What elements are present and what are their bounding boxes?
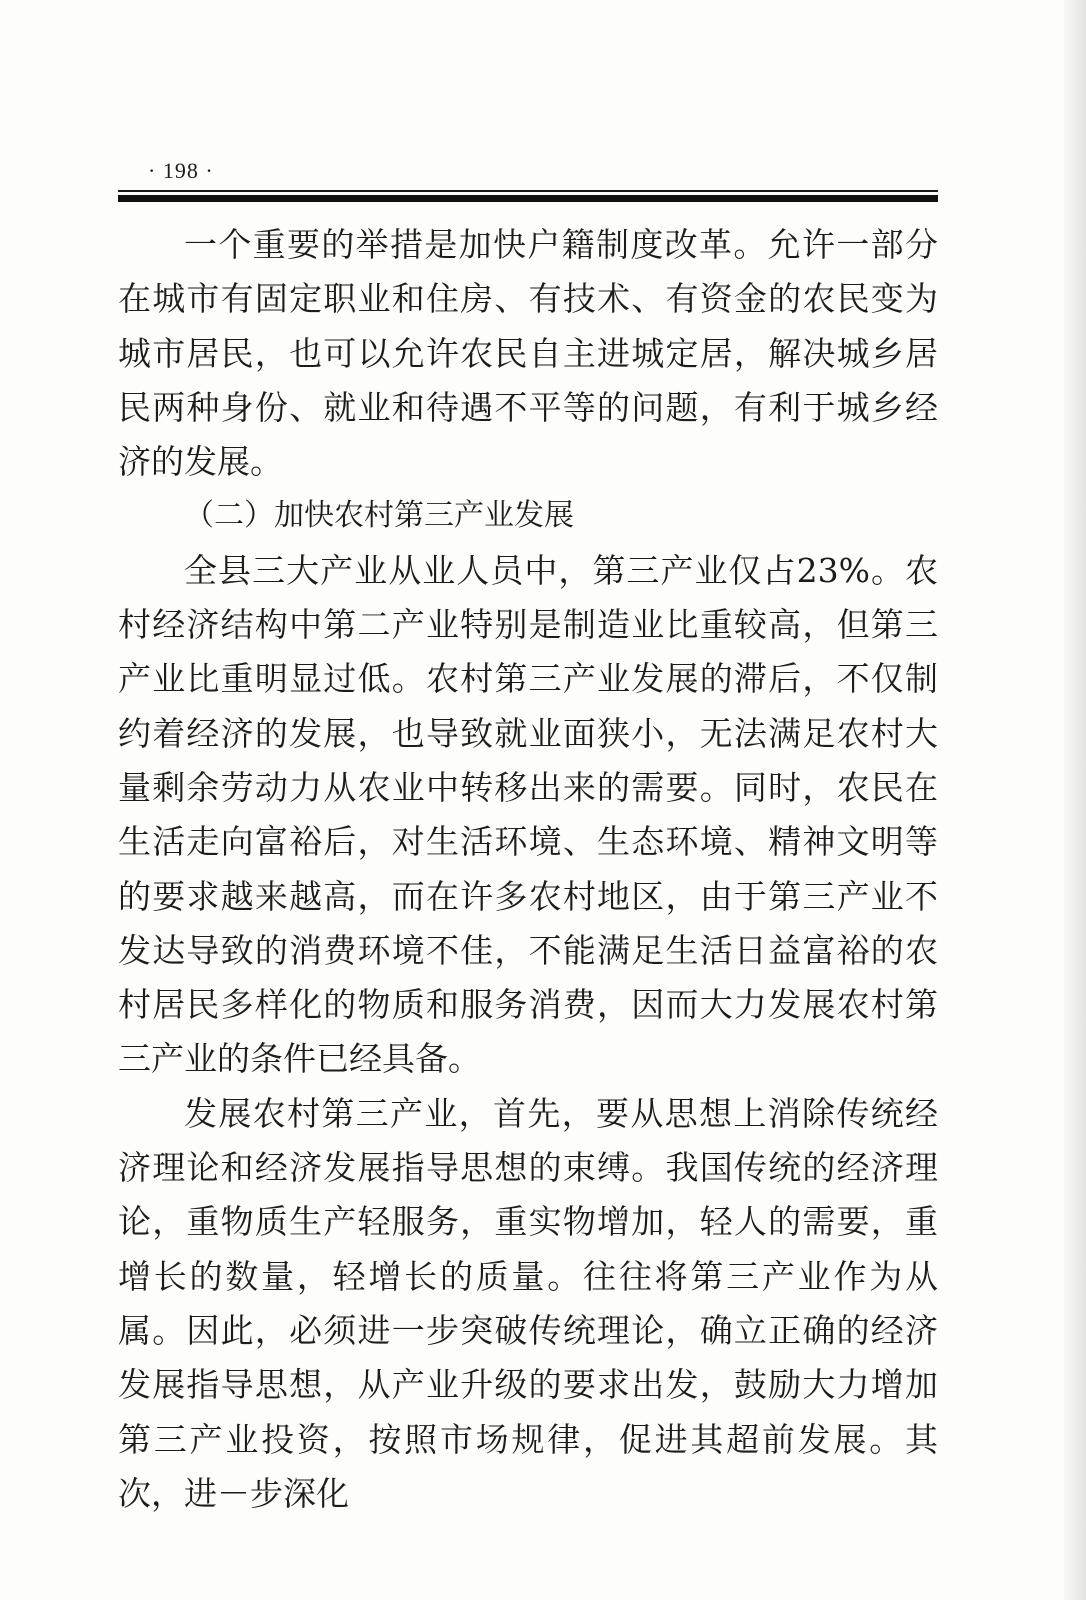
page-number: · 198 · xyxy=(148,158,214,183)
paragraph-3: 发展农村第三产业，首先，要从思想上消除传统经济理论和经济发展指导思想的束缚。我国传统的经济理论，重物质生产轻服务，重实物增加，轻人的需要，重增长的数量，轻增长的质量。往往将第三产业作为从属。因此，必须进一步突破传统理论，确立正确的经济发展指导思想，从产业升级的要求出发，鼓励大力增加第三产业投资，按照市场规律，促进其超前发展。其次，进－步深化 xyxy=(118,1093,938,1513)
paragraph-1: 一个重要的举措是加快户籍制度改革。允许一部分在城市有固定职业和住房、有技术、有资金的农民变为城市居民，也可以允许农民自主进城定居，解决城乡居民两种身份、就业和待遇不平等的问题，有利于城乡经济的发展。 xyxy=(118,225,938,482)
header-rule-thin xyxy=(118,190,938,192)
page-edge-shadow xyxy=(1064,0,1086,1600)
body-text xyxy=(118,218,938,1521)
paragraph-2: 全县三大产业从业人员中，第三产业仅占23%。农村经济结构中第二产业特别是制造业比重较高，但第三产业比重明显过低。农村第三产业发展的滞后，不仅制约着经济的发展，也导致就业面狭小，无法满足农村大量剩余劳动力从农业中转移出来的需要。同时，农民在生活走向富裕后，对生活环境、生态环境、精神文明等的要求越来越高，而在许多农村地区，由于第三产业不发达导致的消费环境不佳，不能满足生活日益富裕的农村居民多样化的物质和服务消费，因而大力发展农村第三产业的条件已经具备。 xyxy=(118,550,938,1079)
section-heading: （二）加快农村第三产业发展 xyxy=(184,498,574,534)
header-rule-thick xyxy=(118,195,938,202)
